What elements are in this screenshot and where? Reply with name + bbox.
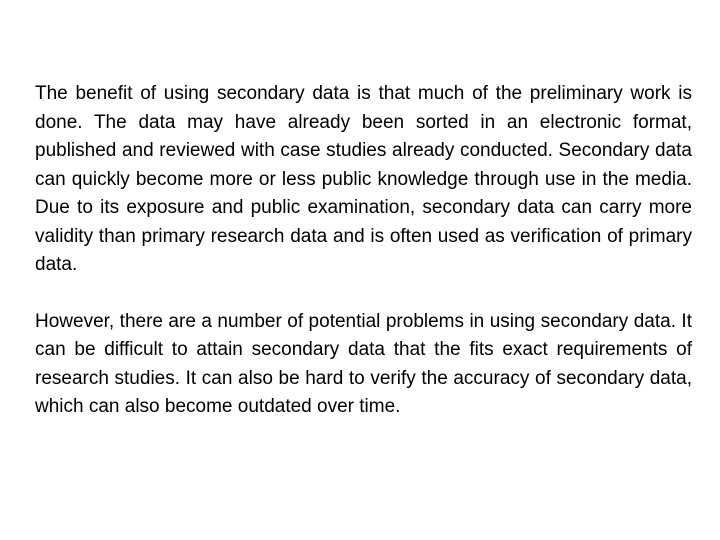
paragraph-problems: However, there are a number of potential problems in using secondary data. It can be difficult to attain secondary data that the fits exact requirements of research studies. It can also be hard to verify the accuracy of secondary data, which can also become outdated over time. [35, 310, 692, 417]
paragraph-benefits: The benefit of using secondary data is that much of the preliminary work is done. The data may have already been sorted in an electronic format, published and reviewed with case studies already conducted. Secondary data can quickly become more or less public knowledge through use in the media. Due to its exposure and public examination, secondary data can carry more validity than primary research data and is often used as verification of primary data. [35, 83, 692, 275]
